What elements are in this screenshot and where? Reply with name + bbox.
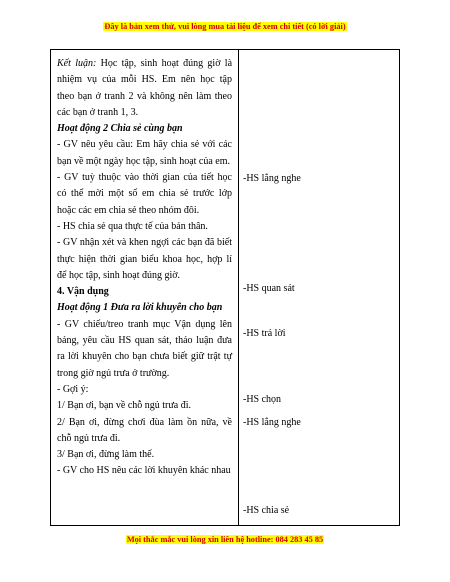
conclusion-label: Kết luận:	[57, 58, 97, 69]
text-line: nhiệm vụ của mỗi HS. Em nên học tập	[57, 74, 232, 86]
text-line: theo bạn ở tranh 2 và không nên làm theo	[57, 90, 232, 102]
lesson-table	[50, 49, 400, 526]
hotline-banner	[0, 535, 450, 544]
hint-item-1: 1/ Bạn ơi, bạn về chỗ ngủ trưa đi.	[57, 400, 192, 412]
student-response-5: -HS lắng nghe	[243, 417, 301, 428]
text-line: - GV tuỳ thuộc vào thời gian của tiết học	[57, 172, 232, 184]
conclusion-line: Kết luận: Học tập, sinh hoạt đúng giờ là	[57, 58, 233, 69]
text-line: có thể mời một số em chia sẻ trước lớp	[57, 188, 232, 200]
text-line: - GV cho HS nêu các lời khuyên khác nhau	[57, 465, 231, 477]
hint-item-3: 3/ Bạn ơi, đừng làm thế.	[57, 449, 155, 461]
text-line: - GV nhận xét và khen ngợi các bạn đã biết	[57, 237, 232, 249]
text-line: - GV nêu yêu cầu: Em hãy chia sẻ với các	[57, 139, 232, 151]
student-response-2: -HS quan sát	[243, 283, 295, 294]
text-line: bạn về một ngày học tập, sinh hoạt của em.	[57, 155, 231, 167]
hotline-text: Mọi thắc mắc vui lòng xin liên hệ hotline: 084 283 45 85	[126, 535, 324, 544]
section-4-heading: 4. Vận dụng	[57, 286, 109, 298]
text-line: các bạn ở tranh 1, 3.	[57, 106, 139, 118]
text-line: để học tập, sinh hoạt đúng giờ.	[57, 269, 181, 281]
text-line: ra lời khuyên cho bạn chưa biết giữ trật tự	[57, 351, 232, 363]
hint-label: - Gợi ý:	[57, 383, 89, 395]
column-divider	[238, 50, 239, 525]
student-response-1: -HS lắng nghe	[243, 173, 301, 184]
text-line: - GV chiếu/treo tranh mục Vận dụng lên	[57, 318, 232, 330]
student-response-3: -HS trả lời	[243, 328, 286, 339]
hint-item-2: 2/ Bạn ơi, đừng chơi đùa làm ồn nữa, về	[57, 416, 232, 428]
text-line: bảng, yêu cầu HS quan sát, thảo luận đưa	[57, 335, 232, 347]
activity-2-heading: Hoạt động 2 Chia sẻ cùng bạn	[57, 123, 183, 135]
student-response-4: -HS chọn	[243, 394, 282, 405]
text-line: - HS chia sẻ qua thực tế của bản thân.	[57, 220, 208, 232]
text-line: chỗ ngủ trưa đi.	[57, 432, 121, 444]
student-response-6: -HS chia sẻ	[243, 505, 290, 516]
student-activities-column	[241, 50, 399, 525]
teacher-activities-column	[57, 56, 232, 480]
activity-1-heading: Hoạt động 1 Đưa ra lời khuyên cho bạn	[57, 302, 223, 314]
text-line: trong giờ ngủ trưa ở trường.	[57, 367, 170, 379]
text-line: hoặc các em chia sẻ theo nhóm đôi.	[57, 204, 200, 216]
preview-notice-text: Đây là bản xem thử, vui lòng mua tài liệu để xem chi tiết (có lời giải)	[104, 22, 346, 31]
preview-notice-banner	[0, 22, 450, 31]
text-line: thực hiện thời gian biểu khoa học, hợp lí	[57, 253, 232, 265]
